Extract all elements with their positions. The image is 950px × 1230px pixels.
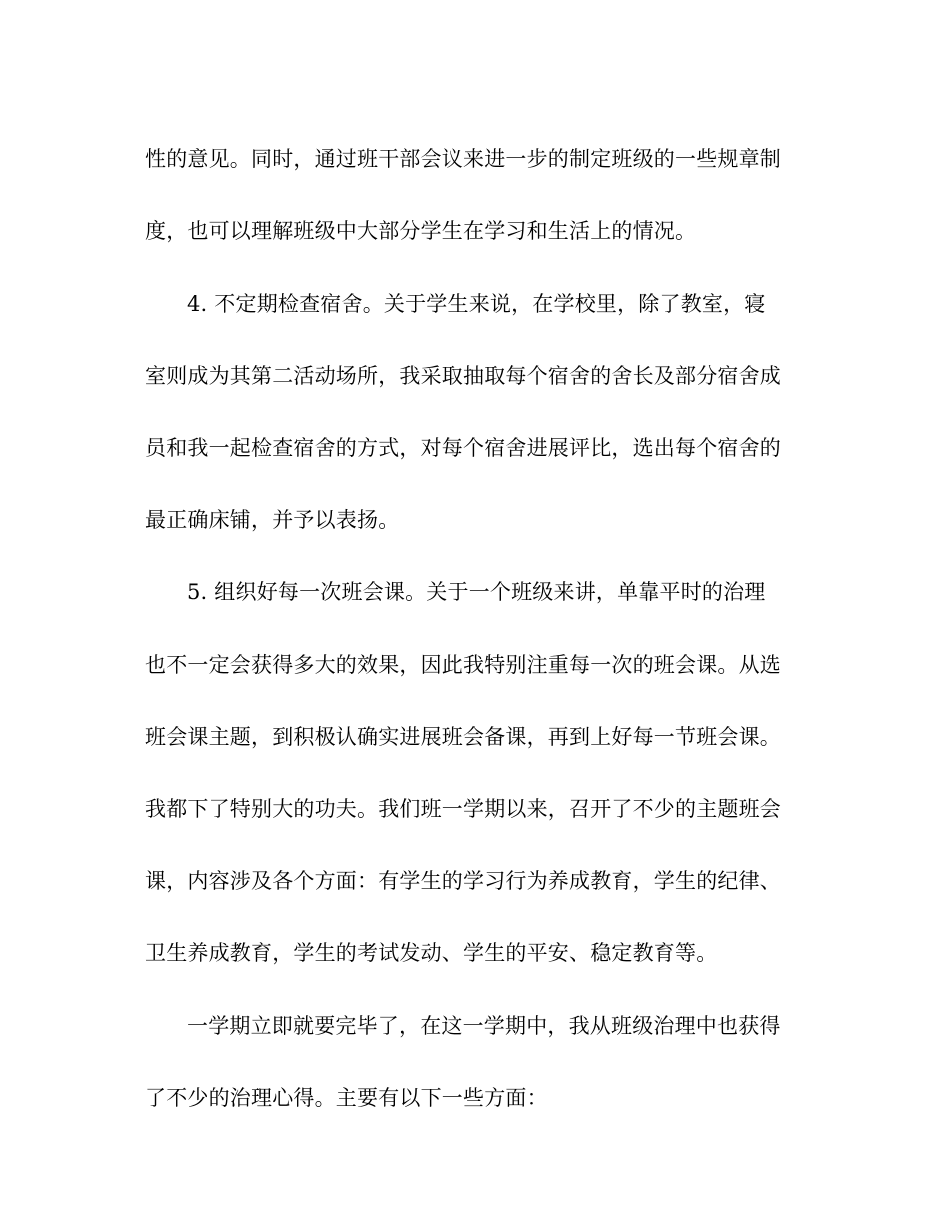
text-line: 员和我一起检查宿舍的方式，对每个宿舍进展评比，选出每个宿舍的	[145, 436, 781, 460]
text-line: 室则成为其第二活动场所，我采取抽取每个宿舍的舍长及部分宿舍成	[145, 364, 781, 388]
text-line: 课，内容涉及各个方面：有学生的学习行为养成教育，学生的纪律、	[145, 869, 781, 893]
text-line: 性的意见。同时，通过班干部会议来进一步的制定班级的一些规章制	[145, 147, 781, 171]
text-line: 也不一定会获得多大的效果，因此我特别注重每一次的班会课。从选	[145, 653, 781, 677]
text-line: 我都下了特别大的功夫。我们班一学期以来，召开了不少的主题班会	[145, 797, 781, 821]
text-line: 度，也可以理解班级中大部分学生在学习和生活上的情况。	[145, 219, 697, 243]
text-line: 4. 不定期检查宿舍。关于学生来说，在学校里，除了教室，寝	[187, 292, 766, 316]
text-line: 班会课主题，到积极认确实进展班会备课，再到上好每一节班会课。	[145, 725, 781, 749]
text-line: 一学期立即就要完毕了，在这一学期中，我从班级治理中也获得	[187, 1014, 781, 1038]
text-line: 了不少的治理心得。主要有以下一些方面：	[145, 1086, 548, 1110]
text-line: 卫生养成教育，学生的考试发动、学生的平安、稳定教育等。	[145, 941, 718, 965]
text-line: 5. 组织好每一次班会课。关于一个班级来讲，单靠平时的治理	[187, 580, 766, 604]
text-line: 最正确床铺，并予以表扬。	[145, 508, 400, 532]
